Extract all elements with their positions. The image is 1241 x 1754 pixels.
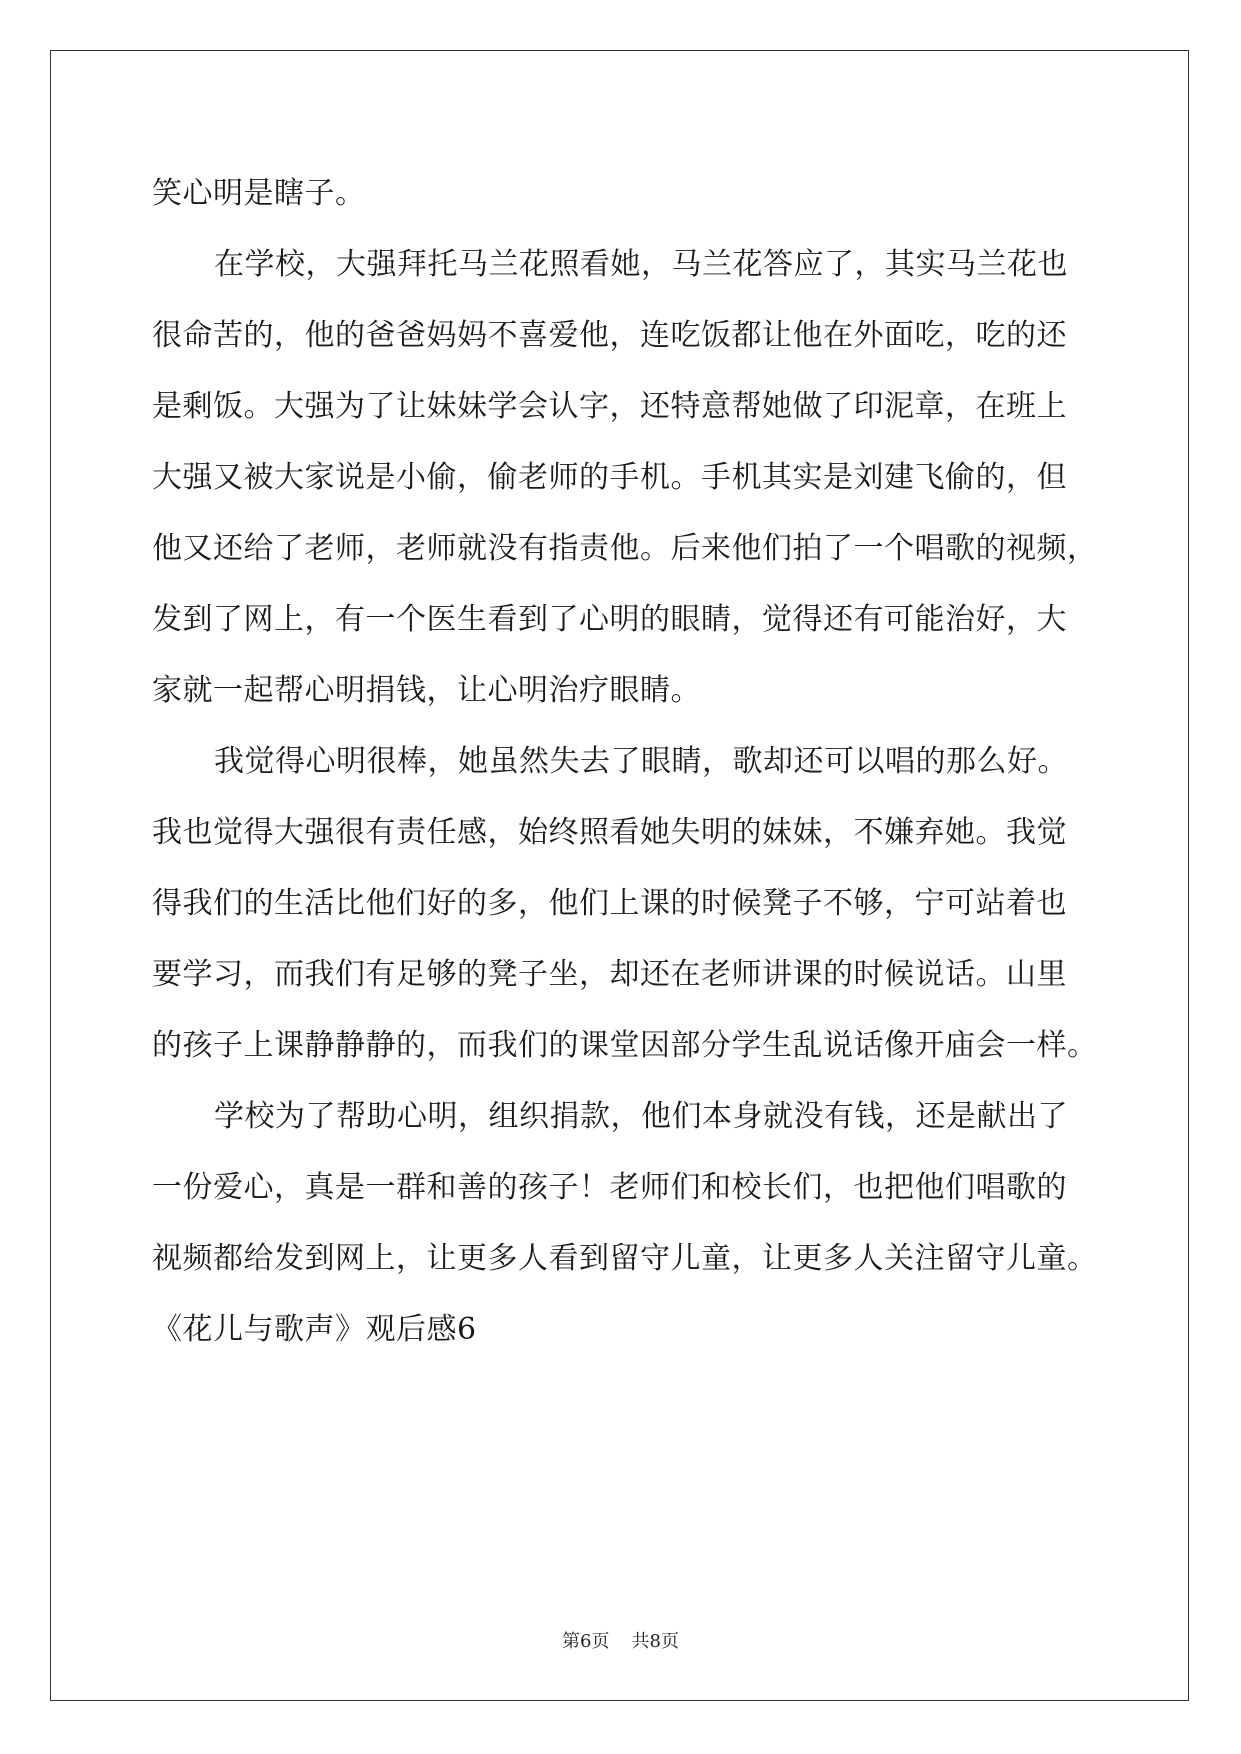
text-line: 他又还给了老师，老师就没有指责他。后来他们拍了一个唱歌的视频， — [152, 531, 1098, 566]
text-line: 要学习，而我们有足够的凳子坐，却还在老师讲课的时候说话。山里 — [152, 957, 1067, 992]
document-body — [152, 158, 1098, 1365]
text-line: 很命苦的，他的爸爸妈妈不喜爱他，连吃饭都让他在外面吃，吃的还 — [152, 318, 1067, 353]
text-line: 一份爱心，真是一群和善的孩子！老师们和校长们，也把他们唱歌的 — [152, 1170, 1067, 1205]
text-line: 是剩饭。大强为了让妹妹学会认字，还特意帮她做了印泥章，在班上 — [152, 389, 1067, 424]
text-line: 我也觉得大强很有责任感，始终照看她失明的妹妹，不嫌弃她。我觉 — [152, 815, 1067, 850]
text-line: 发到了网上，有一个医生看到了心明的眼睛，觉得还有可能治好，大 — [152, 602, 1067, 637]
section-heading: 《花儿与歌声》观后感6 — [152, 1312, 477, 1347]
text-line: 家就一起帮心明捐钱，让心明治疗眼睛。 — [152, 673, 701, 708]
paragraph-start-line: 我觉得心明很棒，她虽然失去了眼睛，歌却还可以唱的那么好。 — [214, 744, 1068, 779]
paragraph-start-line: 学校为了帮助心明，组织捐款，他们本身就没有钱，还是献出了 — [214, 1099, 1068, 1134]
text-line: 大强又被大家说是小偷，偷老师的手机。手机其实是刘建飞偷的，但 — [152, 460, 1067, 495]
paragraph-start-line: 在学校，大强拜托马兰花照看她，马兰花答应了，其实马兰花也 — [214, 247, 1068, 282]
text-line: 得我们的生活比他们好的多，他们上课的时候凳子不够，宁可站着也 — [152, 886, 1067, 921]
page-footer — [0, 1627, 1241, 1653]
text-line: 视频都给发到网上，让更多人看到留守儿童，让更多人关注留守儿童。 — [152, 1241, 1098, 1276]
text-line: 笑心明是瞎子。 — [152, 176, 366, 211]
page-number-total: 共8页 — [631, 1631, 679, 1652]
page-number-current: 第6页 — [562, 1631, 610, 1652]
text-line: 的孩子上课静静静的，而我们的课堂因部分学生乱说话像开庙会一样。 — [152, 1028, 1098, 1063]
